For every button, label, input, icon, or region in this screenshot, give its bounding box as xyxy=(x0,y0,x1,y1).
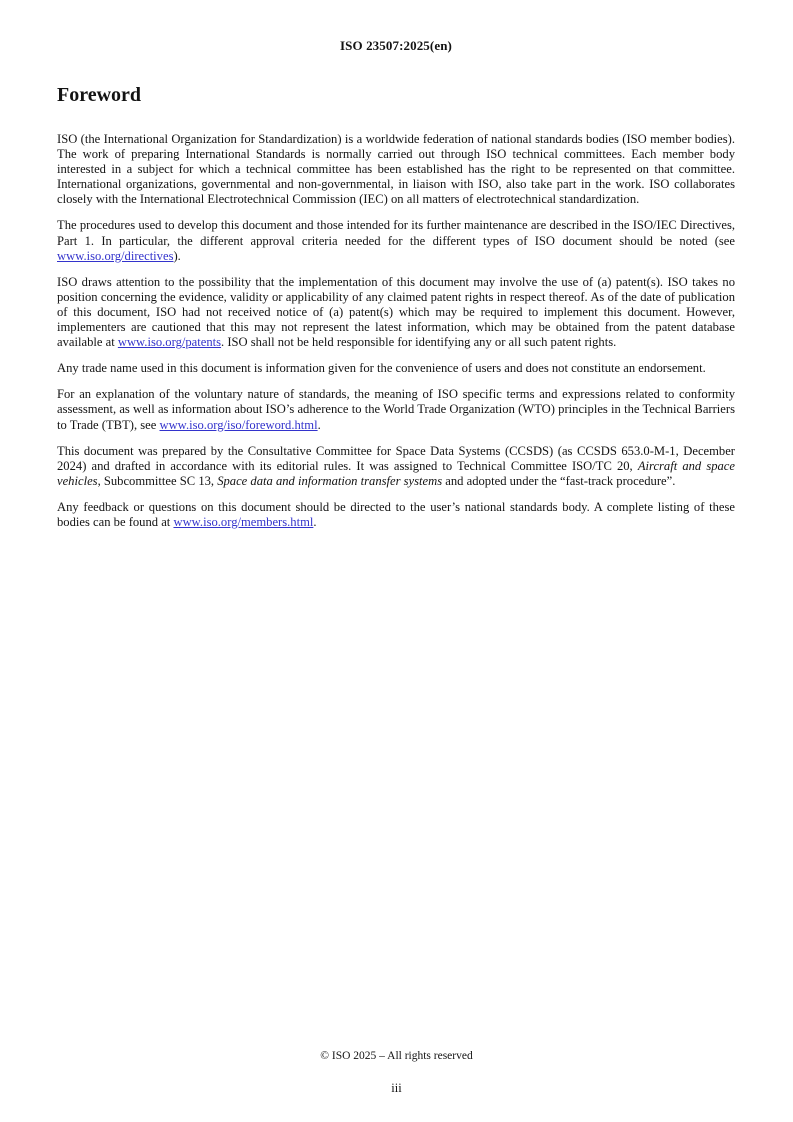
paragraph xyxy=(57,218,735,263)
footer-copyright: © ISO 2025 – All rights reserved xyxy=(320,1050,473,1062)
paragraph xyxy=(57,500,735,530)
link-iso-directives[interactable]: www.iso.org/directives xyxy=(57,248,174,263)
paragraph-text: , Subcommittee SC 13, xyxy=(97,473,218,488)
paragraph-text: Any feedback or questions on this document should be directed to the user’s national standards body. A complete listing of these bodies can be found at xyxy=(57,499,735,529)
italic-text: Aircraft and space vehicles xyxy=(57,458,735,488)
paragraph-text: ISO (the International Organization for Standardization) is a worldwide federation of national standards bodies (ISO member bodies). The work of preparing International Standards is normally carried out through ISO technical committees. Each member body interested in a subject for which a technical committee has been established has the right to be represented on that committee. International organizations, governmental and non-governmental, in liaison with ISO, also take part in the work. ISO collaborates closely with the International Electrotechnical Commission (IEC) on all matters of electrotechnical standardization. xyxy=(57,132,735,207)
link-iso-members[interactable]: www.iso.org/members.html xyxy=(173,514,314,529)
paragraph-text: Any trade name used in this document is information given for the convenience of users and does not constitute an endorsement. xyxy=(57,361,706,376)
paragraph xyxy=(57,444,735,489)
paragraph xyxy=(57,387,735,432)
paragraph-text: The procedures used to develop this document and those intended for its further maintenance are described in the ISO/IEC Directives, Part 1. In particular, the different approval criteria needed for the different types of ISO document should be noted (see xyxy=(57,218,735,248)
paragraph-text: For an explanation of the voluntary nature of standards, the meaning of ISO specific terms and expressions related to conformity assessment, as well as information about ISO’s adherence to the World Trade Organization (WTO) principles in the Technical Barriers to Trade (TBT), see xyxy=(57,387,735,432)
page-title: Foreword xyxy=(57,84,142,106)
paragraph xyxy=(57,361,735,376)
paragraph xyxy=(57,132,735,207)
paragraph-text: . xyxy=(313,514,317,529)
paragraph-text: ). xyxy=(173,248,181,263)
foreword-paragraphs xyxy=(57,132,735,530)
link-iso-patents[interactable]: www.iso.org/patents xyxy=(117,335,222,350)
paragraph xyxy=(57,275,735,350)
running-header: ISO 23507:2025(en) xyxy=(340,38,452,53)
link-iso-foreword[interactable]: www.iso.org/iso/foreword.html xyxy=(159,417,318,432)
paragraph-text: . xyxy=(317,417,321,432)
paragraph-text: . ISO shall not be held responsible for identifying any or all such patent rights. xyxy=(221,335,617,350)
paragraph-text: and adopted under the “fast-track procedure”. xyxy=(442,473,676,488)
italic-text: Space data and information transfer systems xyxy=(217,473,443,488)
page-number: iii xyxy=(391,1081,402,1095)
paragraph-text: This document was prepared by the Consultative Committee for Space Data Systems (CCSDS) (as CCSDS 653.0-M-1, December 2024) and drafted in accordance with its editorial rules. It was assigned to Technical Committee ISO/TC 20, xyxy=(57,443,735,473)
paragraph-text: ISO draws attention to the possibility that the implementation of this document may involve the use of (a) patent(s). ISO takes no position concerning the evidence, validity or applicability of any claimed patent rights in respect thereof. As of the date of publication of this document, ISO had not received notice of (a) patent(s) which may be required to implement this document. However, implementers are cautioned that this may not represent the latest information, which may be obtained from the patent database available at xyxy=(57,274,735,350)
